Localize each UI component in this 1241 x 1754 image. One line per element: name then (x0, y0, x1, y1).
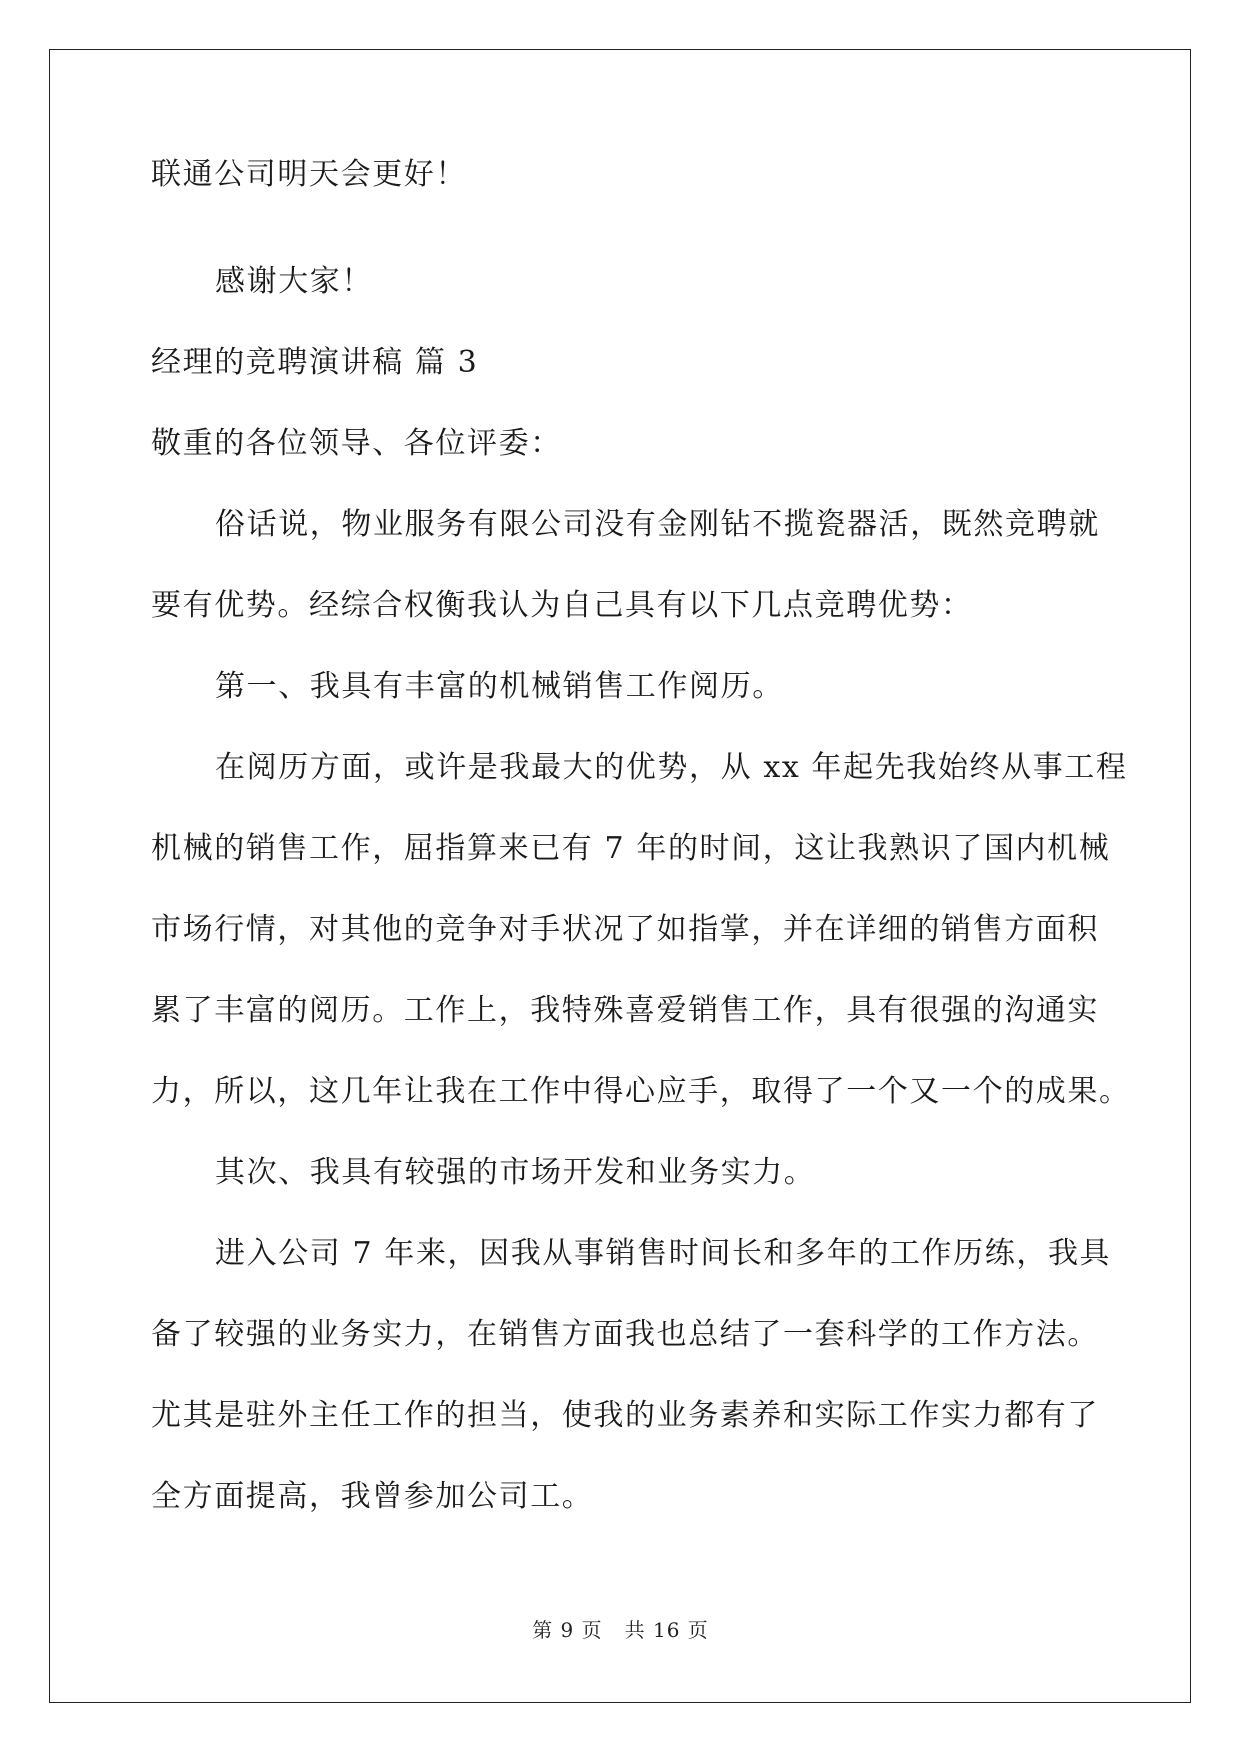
paragraph-line: 全方面提高，我曾参加公司工。 (151, 1479, 594, 1514)
paragraph-line: 在阅历方面，或许是我最大的优势，从 xx 年起先我始终从事工程 (215, 750, 1128, 785)
paragraph-line: 要有优势。经综合权衡我认为自己具有以下几点竞聘优势： (151, 588, 973, 623)
closing-line: 联通公司明天会更好！ (151, 157, 467, 192)
page-footer (0, 1614, 1241, 1643)
thanks-line: 感谢大家！ (215, 264, 373, 299)
paragraph-line: 俗话说，物业服务有限公司没有金刚钻不揽瓷器活，既然竞聘就 (215, 507, 1100, 542)
paragraph-line: 第一、我具有丰富的机械销售工作阅历。 (215, 669, 784, 704)
page-number: 第 9 页 (532, 1618, 603, 1642)
page-total: 共 16 页 (624, 1618, 709, 1642)
paragraph-line: 力，所以，这几年让我在工作中得心应手，取得了一个又一个的成果。 (151, 1074, 1131, 1109)
paragraph-line: 进入公司 7 年来，因我从事销售时间长和多年的工作历练，我具 (215, 1236, 1112, 1271)
section-heading: 经理的竞聘演讲稿 篇 3 (151, 345, 479, 380)
paragraph-line: 尤其是驻外主任工作的担当，使我的业务素养和实际工作实力都有了 (151, 1398, 1099, 1433)
salutation-line: 敬重的各位领导、各位评委： (151, 426, 562, 461)
paragraph-line: 备了较强的业务实力，在销售方面我也总结了一套科学的工作方法。 (151, 1317, 1099, 1352)
paragraph-line: 市场行情，对其他的竞争对手状况了如指掌，并在详细的销售方面积 (151, 912, 1099, 947)
paragraph-line: 其次、我具有较强的市场开发和业务实力。 (215, 1155, 816, 1190)
paragraph-line: 累了丰富的阅历。工作上，我特殊喜爱销售工作，具有很强的沟通实 (151, 993, 1099, 1028)
document-body (151, 157, 1131, 1537)
paragraph-line: 机械的销售工作，屈指算来已有 7 年的时间，这让我熟识了国内机械 (151, 831, 1111, 866)
